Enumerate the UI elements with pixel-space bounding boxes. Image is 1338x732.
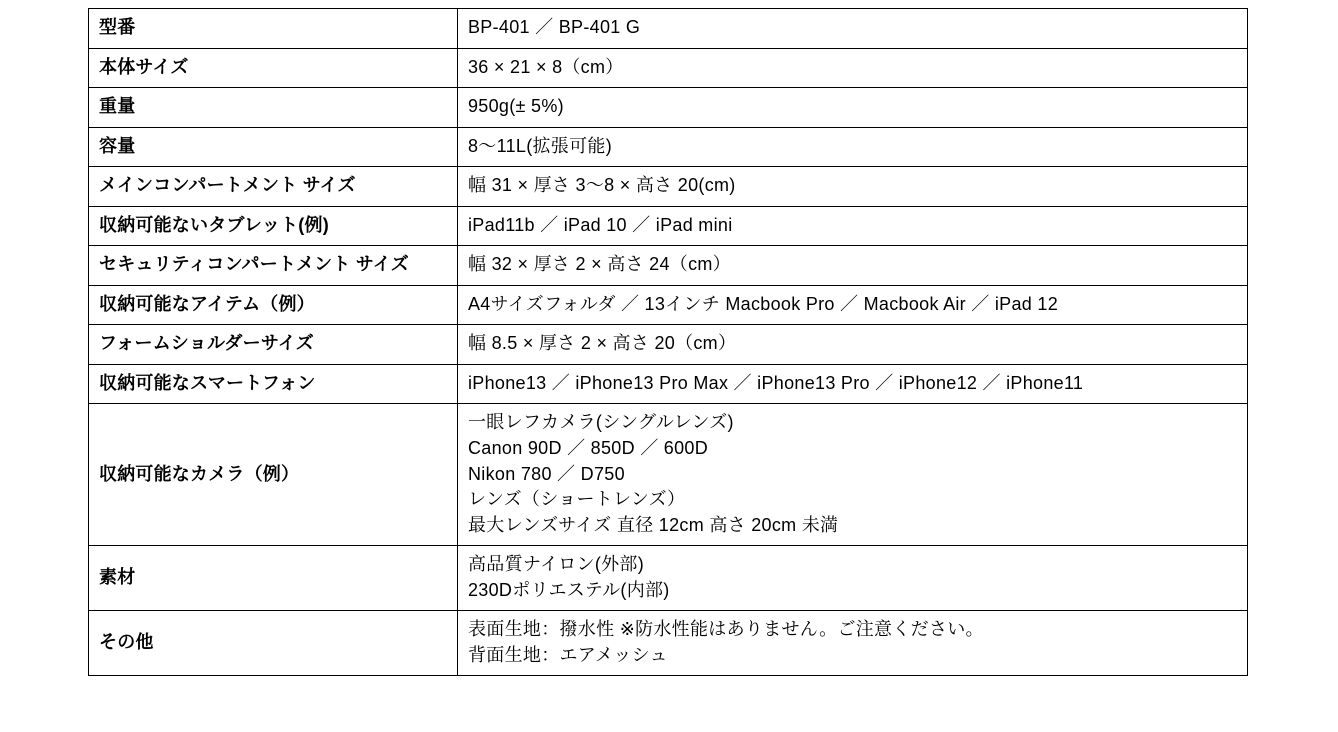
table-row — [89, 167, 1248, 207]
spec-value — [458, 546, 1248, 611]
spec-value — [458, 9, 1248, 49]
spec-value — [458, 404, 1248, 546]
table-row — [89, 206, 1248, 246]
spec-value — [458, 325, 1248, 365]
spec-value — [458, 611, 1248, 676]
spec-value-line: 36 × 21 × 8（cm） — [468, 56, 624, 77]
spec-label: 収納可能なアイテム（例） — [89, 285, 458, 325]
spec-value-line: iPad11b ／ iPad 10 ／ iPad mini — [468, 214, 733, 235]
spec-label: セキュリティコンパートメント サイズ — [89, 246, 458, 286]
spec-value-line: 8〜11L(拡張可能) — [468, 135, 612, 156]
specification-table — [88, 8, 1248, 676]
spec-label: フォームショルダーサイズ — [89, 325, 458, 365]
table-row — [89, 127, 1248, 167]
spec-value — [458, 246, 1248, 286]
spec-value-line: 背面生地：エアメッシュ — [468, 644, 668, 665]
table-row — [89, 546, 1248, 611]
spec-value-line: BP-401 ／ BP-401 G — [468, 17, 641, 37]
spec-value-line: 幅 8.5 × 厚さ 2 × 高さ 20（cm） — [468, 333, 737, 354]
table-body — [89, 9, 1248, 676]
spec-value-line: 表面生地：撥水性 ※防水性能はありません。ご注意ください。 — [468, 619, 984, 640]
table-row — [89, 611, 1248, 676]
table-row — [89, 9, 1248, 49]
spec-label: その他 — [89, 611, 458, 676]
spec-value-line: iPhone13 ／ iPhone13 Pro Max ／ iPhone13 Pro ／ iPhone12 ／ iPhone11 — [468, 372, 1084, 393]
spec-value-line: A4サイズフォルダ ／ 13インチ Macbook Pro ／ Macbook Air ／ iPad 12 — [468, 293, 1059, 314]
table-row — [89, 285, 1248, 325]
spec-label: 型番 — [89, 9, 458, 49]
spec-value — [458, 127, 1248, 167]
table-row — [89, 325, 1248, 365]
spec-value-line: レンズ（ショートレンズ） — [468, 489, 686, 510]
spec-label: 収納可能なカメラ（例） — [89, 404, 458, 546]
table-row — [89, 48, 1248, 88]
table-row — [89, 246, 1248, 286]
spec-value-line: 幅 31 × 厚さ 3〜8 × 高さ 20(cm) — [468, 175, 736, 196]
spec-value-line: 最大レンズサイズ 直径 12cm 高さ 20cm 未満 — [468, 514, 839, 535]
table-row — [89, 404, 1248, 546]
spec-value-line: 230Dポリエステル(内部) — [468, 579, 670, 600]
spec-label: 重量 — [89, 88, 458, 128]
spec-label: 本体サイズ — [89, 48, 458, 88]
spec-value-line: 950g(± 5%) — [468, 96, 564, 117]
spec-value-line: 高品質ナイロン(外部) — [468, 554, 645, 575]
spec-label: 収納可能ないタブレット(例) — [89, 206, 458, 246]
spec-value — [458, 167, 1248, 207]
spec-value — [458, 285, 1248, 325]
spec-value-line: Canon 90D ／ 850D ／ 600D — [468, 438, 709, 459]
spec-value — [458, 364, 1248, 404]
spec-value-line: Nikon 780 ／ D750 — [468, 463, 625, 484]
table-row — [89, 364, 1248, 404]
table-row — [89, 88, 1248, 128]
spec-value-line: 一眼レフカメラ(シングルレンズ) — [468, 412, 734, 433]
spec-label: メインコンパートメント サイズ — [89, 167, 458, 207]
spec-value — [458, 88, 1248, 128]
spec-label: 容量 — [89, 127, 458, 167]
spec-value — [458, 48, 1248, 88]
spec-value — [458, 206, 1248, 246]
spec-label: 素材 — [89, 546, 458, 611]
spec-value-line: 幅 32 × 厚さ 2 × 高さ 24（cm） — [468, 254, 731, 275]
spec-label: 収納可能なスマートフォン — [89, 364, 458, 404]
